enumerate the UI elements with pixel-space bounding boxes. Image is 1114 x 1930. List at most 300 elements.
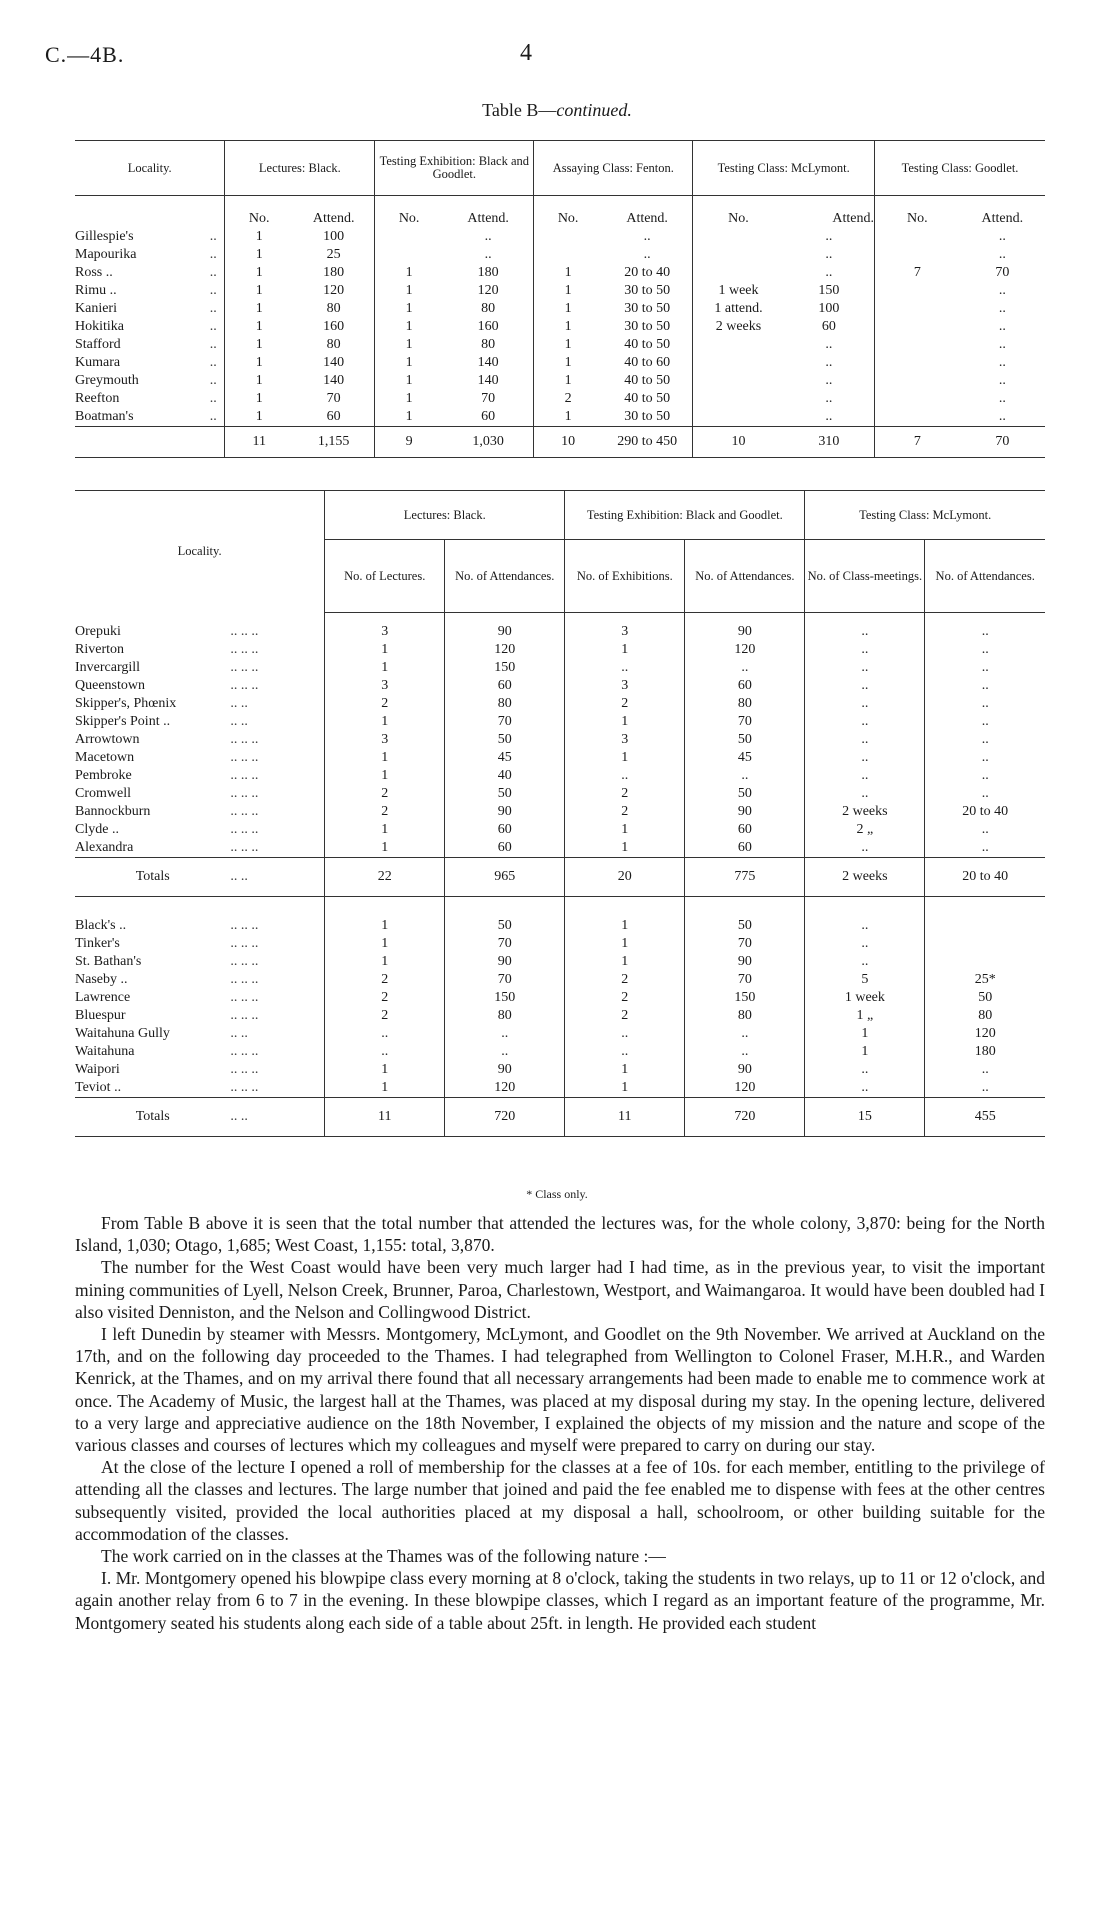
class-meetings: .. (805, 749, 925, 767)
exhibition-no: 1 (375, 264, 443, 282)
lectures-count: 22 (325, 858, 445, 897)
assaying-no (534, 228, 602, 246)
class-meetings: .. (805, 839, 925, 858)
lectures-no: 1 (225, 318, 293, 336)
exhibition-attend: 140 (477, 355, 499, 370)
exhibitions-attendances: 90 (685, 953, 805, 971)
table-row (75, 390, 1045, 408)
table-row (75, 659, 1045, 677)
table-row (75, 713, 1045, 731)
leader-dots: .. .. .. (230, 660, 259, 675)
exhibitions-count: .. (565, 767, 685, 785)
subheader-attend: Attend. (312, 211, 355, 226)
class-meetings: .. (805, 1061, 925, 1079)
lectures-attend: 160 (323, 319, 345, 334)
class-meetings: 2 „ (805, 821, 925, 839)
locality-cell: Reefton (75, 391, 120, 406)
lectures-attendances: 90 (445, 803, 565, 821)
mclymont-no (693, 408, 784, 427)
class-attendances (925, 935, 1045, 953)
subheader-attend: Attend. (981, 211, 1024, 226)
exhibition-attend: 70 (481, 391, 496, 406)
lectures-attendances: 70 (445, 935, 565, 953)
exhibitions-attendances: 50 (685, 731, 805, 749)
exhibitions-count: 1 (565, 953, 685, 971)
locality-cell: Clyde .. (75, 822, 119, 837)
leader-dots: .. (209, 283, 217, 298)
lectures-count: 2 (325, 1007, 445, 1025)
exhibitions-attendances: 80 (685, 695, 805, 713)
lectures-attend: 120 (323, 283, 345, 298)
total-lectures-no: 11 (225, 427, 293, 458)
lectures-count: 1 (325, 839, 445, 858)
class-meetings: 2 weeks (805, 803, 925, 821)
lectures-attend: 60 (326, 409, 341, 424)
class-meetings: 1 week (805, 989, 925, 1007)
lectures-no: 1 (225, 246, 293, 264)
lectures-attendances: 965 (445, 858, 565, 897)
exhibitions-attendances: 70 (685, 935, 805, 953)
leader-dots: .. (209, 247, 217, 262)
table-title-continued: continued. (556, 100, 632, 120)
exhibitions-count: 20 (565, 858, 685, 897)
header-lectures: Lectures: Black. (325, 491, 565, 540)
mclymont-attend: .. (825, 247, 833, 262)
goodlet-attend: .. (998, 319, 1006, 334)
exhibitions-count: 1 (565, 821, 685, 839)
exhibition-no (375, 228, 443, 246)
lectures-no: 1 (225, 354, 293, 372)
leader-dots: .. .. .. (230, 1008, 259, 1023)
exhibition-attend: 60 (481, 409, 496, 424)
goodlet-attend: .. (998, 355, 1006, 370)
goodlet-no (875, 318, 960, 336)
lectures-attendances: 150 (445, 659, 565, 677)
lectures-count: 1 (325, 713, 445, 731)
leader-dots: .. .. .. (230, 750, 259, 765)
exhibitions-attendances: 120 (685, 1079, 805, 1098)
paragraph: The number for the West Coast would have been very much larger had I had time, as in the previous year, to visit the important mining communities of Lyell, Nelson Creek, Brunner, Paroa, Charlestown, Westport, and Waimangaroa. It would have been doubled had I also visited Denniston, and the Nelson and Collingwood District. (75, 1257, 1045, 1322)
class-attendances: 50 (925, 989, 1045, 1007)
mclymont-no (693, 336, 784, 354)
exhibition-attend: 80 (481, 301, 496, 316)
locality-cell: Naseby .. (75, 972, 128, 987)
leader-dots: .. (209, 265, 217, 280)
leader-dots: .. .. .. (230, 623, 259, 639)
lectures-count: 1 (325, 659, 445, 677)
exhibition-no: 1 (375, 300, 443, 318)
page-number: 4 (520, 40, 532, 66)
leader-dots: .. .. .. (230, 1044, 259, 1059)
class-meetings: 1 (805, 1025, 925, 1043)
exhibitions-attendances: 90 (685, 803, 805, 821)
class-attendances (925, 953, 1045, 971)
lectures-attendances: 60 (445, 821, 565, 839)
body-text (75, 1212, 1045, 1634)
class-attendances: .. (925, 641, 1045, 659)
leader-dots: .. .. .. (230, 936, 259, 951)
locality-cell: Boatman's (75, 409, 134, 424)
paragraph: At the close of the lecture I opened a roll of membership for the classes at a fee of 10s. for each member, entitling to the privilege of attending all the classes and lectures. The large number that joined and paid the fee enabled me to dispense with fees at the other centres subsequently visited, provided the local authorities placed at my disposal a hall, schoolroom, or other building suitable for the accommodation of the classes. (75, 1457, 1045, 1544)
exhibitions-attendances: 720 (685, 1098, 805, 1137)
locality-cell: Rimu .. (75, 283, 117, 298)
mclymont-no: 1 week (693, 282, 784, 300)
class-attendances: .. (925, 613, 1045, 642)
lectures-count: 11 (325, 1098, 445, 1137)
exhibitions-count: 1 (565, 1061, 685, 1079)
assaying-attend: 30 to 50 (624, 301, 671, 316)
lectures-count: 1 (325, 821, 445, 839)
class-meetings: 1 (805, 1043, 925, 1061)
table-row (75, 318, 1045, 336)
assaying-no: 1 (534, 282, 602, 300)
exhibitions-attendances: 70 (685, 971, 805, 989)
locality-cell: Kanieri (75, 301, 117, 316)
locality-cell: Mapourika (75, 247, 137, 262)
assaying-attend: 30 to 50 (624, 283, 671, 298)
lectures-attend: 180 (323, 265, 345, 280)
class-attendances (925, 917, 1045, 935)
paragraph: From Table B above it is seen that the total number that attended the lectures was, for the whole colony, 3,870: being for the North Island, 1,030; Otago, 1,685; West Coast, 1,155: total, 3,870. (75, 1213, 1045, 1256)
total-lectures-attend: 1,155 (293, 427, 375, 458)
goodlet-no (875, 246, 960, 264)
lectures-count: 1 (325, 749, 445, 767)
totals-row (75, 1098, 1045, 1137)
assaying-attend: .. (643, 229, 651, 244)
leader-dots: .. .. (230, 1098, 324, 1137)
lectures-no: 1 (225, 282, 293, 300)
lectures-count: 2 (325, 803, 445, 821)
class-meetings: 2 weeks (805, 858, 925, 897)
subheader-no: No. (875, 196, 960, 229)
class-meetings: .. (805, 731, 925, 749)
exhibition-attend: 160 (477, 319, 499, 334)
exhibitions-count: 1 (565, 1079, 685, 1098)
lectures-count: 1 (325, 935, 445, 953)
locality-cell: Tinker's (75, 936, 120, 951)
lectures-count: 2 (325, 695, 445, 713)
exhibitions-count: 1 (565, 641, 685, 659)
locality-cell: Arrowtown (75, 732, 140, 747)
paragraph: I. Mr. Montgomery opened his blowpipe class every morning at 8 o'clock, taking the students in two relays, up to 11 or 12 o'clock, and again another relay from 6 to 7 in the evening. In these blowpipe classes, which I regard as an important feature of the programme, Mr. Montgomery seated his students along each side of a table about 25ft. in length. He provided each student (75, 1568, 1045, 1633)
goodlet-attend: .. (998, 247, 1006, 262)
leader-dots: .. .. (230, 696, 248, 711)
exhibitions-attendances: 60 (685, 821, 805, 839)
locality-cell: Waipori (75, 1062, 120, 1077)
lectures-attendances: 90 (445, 613, 565, 642)
exhibitions-count: 3 (565, 731, 685, 749)
table-row (75, 1079, 1045, 1098)
lectures-count: 1 (325, 767, 445, 785)
spacer-cell (685, 897, 805, 918)
table-title-prefix: Table B— (482, 100, 557, 120)
assaying-no (534, 246, 602, 264)
leader-dots: .. (209, 319, 217, 334)
class-attendances: .. (925, 677, 1045, 695)
locality-cell: Alexandra (75, 840, 134, 855)
header-no-lectures: No. of Lectures. (325, 540, 445, 613)
locality-cell: Greymouth (75, 373, 139, 388)
class-attendances: 20 to 40 (925, 858, 1045, 897)
locality-cell: Stafford (75, 337, 121, 352)
total-assaying-no: 10 (534, 427, 602, 458)
header-exhibition: Testing Exhibition: Black and Goodlet. (565, 491, 805, 540)
mclymont-attend: .. (825, 373, 833, 388)
lectures-attend: 80 (326, 301, 341, 316)
lectures-attendances: 150 (445, 989, 565, 1007)
lectures-attendances: 90 (445, 953, 565, 971)
lectures-attendances: 70 (445, 971, 565, 989)
locality-cell: Totals (75, 1098, 230, 1137)
mclymont-attend: .. (825, 337, 833, 352)
leader-dots: .. .. .. (230, 768, 259, 783)
exhibitions-count: .. (565, 1043, 685, 1061)
lectures-attend: 140 (323, 355, 345, 370)
class-attendances: 180 (925, 1043, 1045, 1061)
exhibitions-count: 2 (565, 803, 685, 821)
class-meetings: .. (805, 641, 925, 659)
exhibitions-attendances: .. (685, 767, 805, 785)
subheader-no: No. (534, 196, 602, 229)
leader-dots: .. (209, 373, 217, 388)
goodlet-attend: .. (998, 229, 1006, 244)
leader-dots: .. .. .. (230, 990, 259, 1005)
lectures-count: 2 (325, 989, 445, 1007)
exhibitions-count: 3 (565, 613, 685, 642)
locality-cell: Queenstown (75, 678, 145, 693)
table-row (75, 839, 1045, 858)
spacer-cell (925, 897, 1045, 918)
spacer-row (75, 897, 1045, 918)
total-mclymont-attend: 310 (784, 427, 875, 458)
class-meetings: .. (805, 677, 925, 695)
spacer-cell (805, 897, 925, 918)
mclymont-attend: .. (825, 409, 833, 424)
table-row (75, 246, 1045, 264)
table-row (75, 695, 1045, 713)
class-attendances: 20 to 40 (925, 803, 1045, 821)
class-attendances: .. (925, 1061, 1045, 1079)
lectures-attendances: 60 (445, 839, 565, 858)
mclymont-attend: 100 (818, 301, 840, 316)
table-row (75, 228, 1045, 246)
lectures-count: 2 (325, 971, 445, 989)
assaying-no: 1 (534, 336, 602, 354)
locality-cell: Ross .. (75, 265, 113, 280)
locality-cell: Orepuki (75, 623, 121, 639)
total-goodlet-attend: 70 (960, 427, 1045, 458)
exhibitions-count: 3 (565, 677, 685, 695)
lectures-no: 1 (225, 390, 293, 408)
lectures-attendances: 120 (445, 641, 565, 659)
leader-dots: .. .. .. (230, 732, 259, 747)
exhibitions-attendances: 90 (685, 1061, 805, 1079)
table-row (75, 971, 1045, 989)
class-meetings: .. (805, 935, 925, 953)
header-testing-exhibition: Testing Exhibition: Black and Goodlet. (375, 141, 534, 196)
exhibitions-count: 2 (565, 971, 685, 989)
class-attendances: .. (925, 1079, 1045, 1098)
leader-dots: .. (209, 301, 217, 316)
mclymont-attend: 60 (821, 319, 836, 334)
subheader-no: No. (225, 196, 293, 229)
locality-cell: Pembroke (75, 768, 132, 783)
lectures-no: 1 (225, 228, 293, 246)
leader-dots: .. .. .. (230, 804, 259, 819)
assaying-attend: 30 to 50 (624, 319, 671, 334)
lectures-count: 2 (325, 785, 445, 803)
exhibitions-attendances: 90 (685, 613, 805, 642)
header-no-class-meetings: No. of Class-meetings. (805, 540, 925, 613)
total-exhibition-no: 9 (375, 427, 443, 458)
class-meetings: 1 „ (805, 1007, 925, 1025)
header-lectures: Lectures: Black. (225, 141, 375, 196)
leader-dots: .. .. (230, 1026, 248, 1041)
leader-dots: .. .. .. (230, 786, 259, 801)
lectures-no: 1 (225, 408, 293, 427)
table-row (75, 803, 1045, 821)
leader-dots: .. .. .. (230, 822, 259, 837)
exhibitions-count: 2 (565, 989, 685, 1007)
lectures-attend: 70 (326, 391, 341, 406)
spacer-cell (565, 897, 685, 918)
table-row (75, 372, 1045, 390)
lectures-attendances: 120 (445, 1079, 565, 1098)
assaying-no: 1 (534, 372, 602, 390)
spacer-cell (230, 897, 324, 918)
exhibition-no: 1 (375, 354, 443, 372)
exhibitions-attendances: 60 (685, 677, 805, 695)
class-attendances: .. (925, 695, 1045, 713)
west-coast-table (75, 140, 1045, 458)
lectures-attendances: 45 (445, 749, 565, 767)
goodlet-attend: 70 (995, 265, 1010, 280)
assaying-attend: 30 to 50 (624, 409, 671, 424)
mclymont-no (693, 228, 784, 246)
exhibition-attend: .. (484, 229, 492, 244)
mclymont-no: 2 weeks (693, 318, 784, 336)
goodlet-no (875, 228, 960, 246)
lectures-count: .. (325, 1025, 445, 1043)
lectures-count: 3 (325, 613, 445, 642)
lectures-attend: 80 (326, 337, 341, 352)
locality-cell: Lawrence (75, 990, 131, 1005)
exhibitions-attendances: 70 (685, 713, 805, 731)
exhibition-no: 1 (375, 390, 443, 408)
assaying-no: 1 (534, 318, 602, 336)
exhibitions-count: .. (565, 659, 685, 677)
leader-dots: .. .. .. (230, 1062, 259, 1077)
header-assaying-class: Assaying Class: Fenton. (534, 141, 693, 196)
lectures-attend: 100 (323, 229, 345, 244)
exhibitions-count: 1 (565, 935, 685, 953)
header-no-attendances: No. of Attendances. (925, 540, 1045, 613)
goodlet-attend: .. (998, 409, 1006, 424)
table-row (75, 613, 1045, 642)
assaying-no: 1 (534, 300, 602, 318)
lectures-attendances: 50 (445, 917, 565, 935)
goodlet-attend: .. (998, 391, 1006, 406)
goodlet-no (875, 372, 960, 390)
exhibitions-count: 2 (565, 785, 685, 803)
exhibitions-count: 1 (565, 749, 685, 767)
subheader-attend: Attend. (467, 211, 509, 226)
goodlet-attend: .. (998, 301, 1006, 316)
total-mclymont-no: 10 (693, 427, 784, 458)
otago-table (75, 490, 1045, 1137)
table-row (75, 354, 1045, 372)
exhibitions-attendances: .. (685, 1043, 805, 1061)
leader-dots: .. .. .. (230, 972, 259, 987)
lectures-attendances: 80 (445, 695, 565, 713)
exhibition-attend: 120 (477, 283, 499, 298)
header-no-attendances: No. of Attendances. (445, 540, 565, 613)
locality-cell: Bannockburn (75, 804, 151, 819)
lectures-attendances: .. (445, 1043, 565, 1061)
leader-dots: .. (209, 229, 217, 244)
goodlet-no (875, 408, 960, 427)
exhibition-no: 1 (375, 408, 443, 427)
exhibition-attend: 140 (477, 373, 499, 388)
exhibitions-count: 1 (565, 713, 685, 731)
mclymont-attend: .. (825, 355, 833, 370)
leader-dots: .. (209, 409, 217, 424)
exhibitions-count: 2 (565, 695, 685, 713)
lectures-attendances: 80 (445, 1007, 565, 1025)
locality-cell: Invercargill (75, 660, 141, 675)
exhibitions-attendances: 60 (685, 839, 805, 858)
class-meetings: .. (805, 659, 925, 677)
lectures-attendances: .. (445, 1025, 565, 1043)
class-meetings: .. (805, 613, 925, 642)
lectures-attendances: 50 (445, 785, 565, 803)
lectures-count: 1 (325, 1079, 445, 1098)
mclymont-attend: .. (825, 265, 833, 280)
total-exhibition-attend: 1,030 (443, 427, 534, 458)
mclymont-attend: .. (825, 391, 833, 406)
class-attendances: .. (925, 749, 1045, 767)
exhibitions-attendances: 775 (685, 858, 805, 897)
goodlet-no: 7 (875, 264, 960, 282)
table-row (75, 1043, 1045, 1061)
assaying-no: 1 (534, 408, 602, 427)
table-row (75, 300, 1045, 318)
leader-dots: .. .. .. (230, 678, 259, 693)
exhibition-attend: 180 (477, 265, 499, 280)
goodlet-attend: .. (998, 337, 1006, 352)
table-row (75, 917, 1045, 935)
table-row (75, 953, 1045, 971)
subheader-attend: Attend. (832, 211, 875, 226)
spacer-cell (75, 897, 230, 918)
class-attendances: .. (925, 785, 1045, 803)
exhibition-attend: .. (484, 247, 492, 262)
subheader-no: No. (375, 196, 443, 229)
header-mclymont: Testing Class: McLymont. (805, 491, 1045, 540)
table-row (75, 641, 1045, 659)
paragraph: The work carried on in the classes at the Thames was of the following nature :— (101, 1546, 666, 1567)
goodlet-no (875, 390, 960, 408)
table-row (75, 408, 1045, 427)
lectures-count: .. (325, 1043, 445, 1061)
assaying-no: 1 (534, 264, 602, 282)
table-row (75, 1025, 1045, 1043)
exhibition-no: 1 (375, 372, 443, 390)
class-attendances: 25* (925, 971, 1045, 989)
exhibitions-count: 2 (565, 1007, 685, 1025)
assaying-no: 2 (534, 390, 602, 408)
class-meetings: .. (805, 713, 925, 731)
